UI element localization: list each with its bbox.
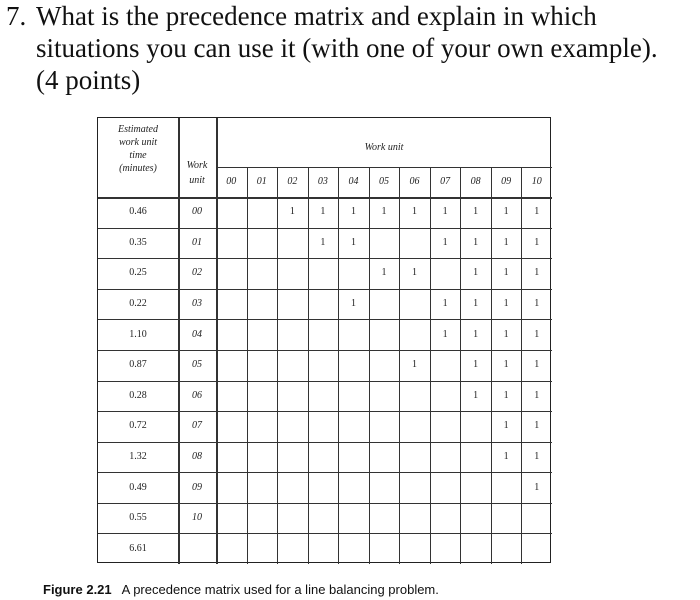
question-line-1-text: What is the precedence matrix and explain in which [36,1,597,31]
question-line-1 [6,0,696,32]
header-time-line: time [129,150,147,161]
column-header: 03 [317,176,328,187]
precedence-mark: 1 [320,206,326,218]
divider-row [98,319,552,320]
precedence-mark: 1 [503,359,509,371]
divider-row [98,258,552,259]
precedence-mark: 1 [442,206,448,218]
header-unit-line: Work [186,160,208,171]
divider-header [98,197,552,199]
precedence-mark: 1 [534,236,540,248]
divider-col [308,167,309,564]
precedence-mark: 1 [442,328,448,340]
divider-row [98,533,552,534]
precedence-mark: 1 [534,389,540,401]
precedence-mark: 1 [473,328,479,340]
precedence-mark: 1 [350,298,356,310]
row-unit: 10 [192,512,202,524]
header-time-line: (minutes) [119,163,157,174]
divider-header-split [216,167,552,168]
divider-col [277,167,278,564]
precedence-mark: 1 [503,298,509,310]
precedence-mark: 1 [473,267,479,279]
precedence-mark: 1 [503,420,509,432]
divider-row [98,442,552,443]
precedence-matrix-table [97,117,551,563]
row-time: 0.72 [129,420,147,432]
column-header: 01 [256,176,267,187]
divider-col [338,167,339,564]
row-unit: 04 [192,328,202,340]
row-time: 0.22 [129,298,147,310]
row-time: 6.61 [129,542,147,554]
column-header: 08 [470,176,481,187]
divider-row [98,503,552,504]
precedence-mark: 1 [503,450,509,462]
question-line-3: (4 points) [36,65,141,95]
row-time: 1.10 [129,328,147,340]
row-time: 0.35 [129,236,147,248]
precedence-mark: 1 [350,206,356,218]
divider-row [98,228,552,229]
question-number: 7. [6,1,27,31]
question-line-2: situations you can use it (with one of your own example). [36,33,658,63]
row-unit: 07 [192,420,202,432]
precedence-mark: 1 [412,359,418,371]
column-header: 04 [348,176,359,187]
figure-label: Figure 2.21 [43,582,112,597]
precedence-mark: 1 [534,328,540,340]
precedence-mark: 1 [534,450,540,462]
precedence-mark: 1 [412,206,418,218]
figure-caption [43,582,439,597]
row-time: 0.49 [129,481,147,493]
precedence-mark: 1 [350,236,356,248]
row-unit: 02 [192,267,202,279]
precedence-mark: 1 [412,267,418,279]
precedence-mark: 1 [503,389,509,401]
header-unit-line: unit [189,175,205,186]
precedence-mark: 1 [534,359,540,371]
divider-col [247,167,248,564]
precedence-mark: 1 [534,298,540,310]
row-unit: 03 [192,298,202,310]
column-header: 09 [501,176,512,187]
row-time: 0.46 [129,206,147,218]
precedence-mark: 1 [534,420,540,432]
divider-col [430,167,431,564]
row-time: 0.87 [129,359,147,371]
precedence-mark: 1 [442,236,448,248]
precedence-mark: 1 [289,206,295,218]
precedence-mark: 1 [473,359,479,371]
precedence-mark: 1 [534,206,540,218]
precedence-mark: 1 [442,298,448,310]
row-unit: 01 [192,236,202,248]
row-time: 0.28 [129,389,147,401]
divider-row [98,411,552,412]
precedence-mark: 1 [534,267,540,279]
column-header: 05 [378,176,389,187]
header-time-line: Estimated [118,124,158,135]
column-header: 07 [440,176,451,187]
divider-row [98,289,552,290]
row-unit: 06 [192,389,202,401]
precedence-mark: 1 [503,267,509,279]
column-header: 02 [287,176,298,187]
precedence-mark: 1 [473,236,479,248]
precedence-mark: 1 [381,206,387,218]
precedence-mark: 1 [320,236,326,248]
row-unit: 00 [192,206,202,218]
precedence-mark: 1 [503,206,509,218]
precedence-mark: 1 [381,267,387,279]
divider-col [369,167,370,564]
precedence-mark: 1 [503,328,509,340]
divider-row [98,472,552,473]
precedence-mark: 1 [534,481,540,493]
divider-row [98,381,552,382]
row-time: 0.25 [129,267,147,279]
row-unit: 09 [192,481,202,493]
row-unit: 08 [192,450,202,462]
precedence-mark: 1 [473,298,479,310]
column-header: 00 [226,176,237,187]
row-time: 0.55 [129,512,147,524]
row-unit: 05 [192,359,202,371]
column-header: 06 [409,176,420,187]
divider-row [98,350,552,351]
precedence-mark: 1 [473,389,479,401]
column-header: 10 [531,176,542,187]
question-text [6,0,696,96]
precedence-mark: 1 [503,236,509,248]
precedence-mark: 1 [473,206,479,218]
row-time: 1.32 [129,450,147,462]
header-time-line: work unit [118,137,158,148]
figure-caption-text: A precedence matrix used for a line balancing problem. [121,582,439,597]
header-work-unit-title: Work unit [364,142,404,153]
